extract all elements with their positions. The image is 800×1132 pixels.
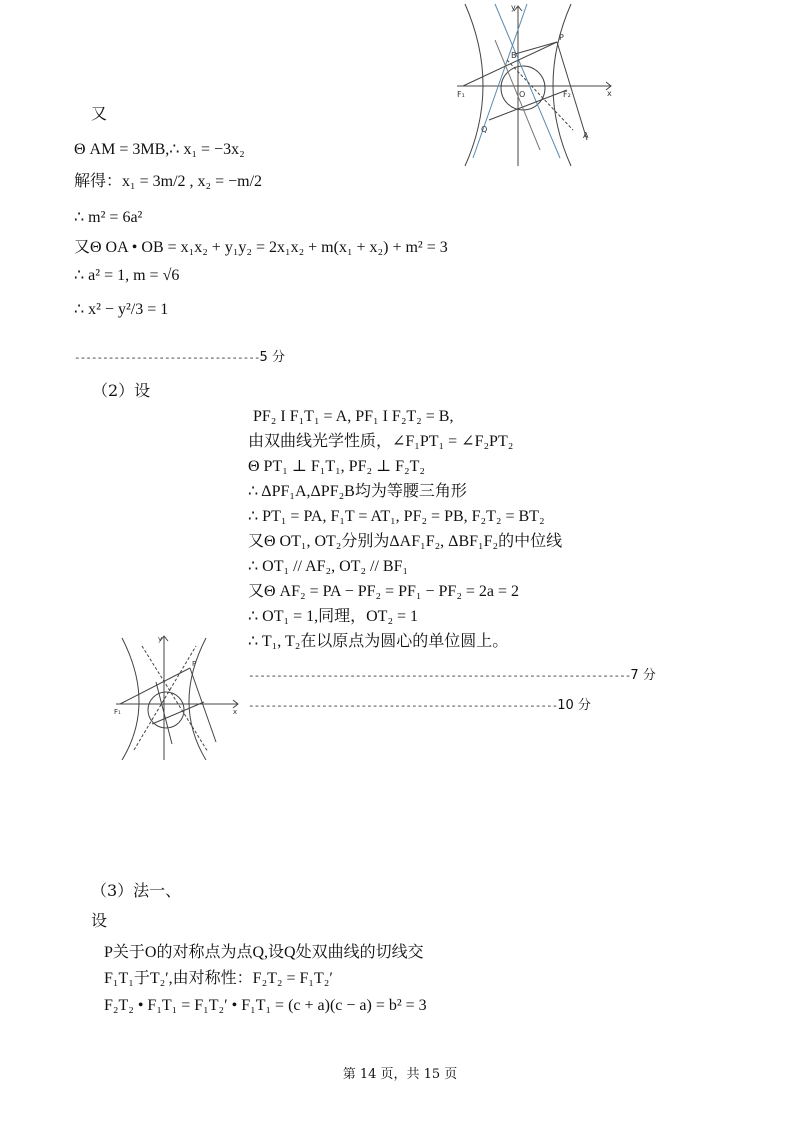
eq-am-3mb: Θ AM = 3MB,∴ x₁ = −3x₂ [74,141,245,158]
part2-line-7: ∴ OT₁ // AF₂, OT₂ // BF₁ [248,558,409,575]
score-7: 7 分 [630,668,656,683]
part2-heading: （2）设 [92,381,151,400]
eq-a2-m: ∴ a² = 1, m = √6 [74,267,180,284]
label-q: Q [481,125,488,134]
line-p-a [557,42,587,140]
score-10-line [248,694,591,716]
right-branch [553,4,571,166]
part2-line-9: ∴ OT₁ = 1,同理，OT₂ = 1 [248,608,419,625]
dash-rule: --------------------------------- [74,351,260,364]
label-y: y [158,635,163,643]
label-x: x [607,89,612,98]
label-f1: F₁ [114,708,121,716]
part2-line-3: Θ PT₁ ⊥ F₁T₁, PF₂ ⊥ F₂T₂ [248,458,425,475]
part2-line-1: PF₂ I F₁T₁ = A, PF₁ I F₂T₂ = B, [253,408,454,425]
dash-rule: -------------------------------------------------------------------- [248,669,631,682]
solve-x1-x2: x₁ = 3m/2 , x₂ = −m/2 [122,173,263,190]
score-10: 10 分 [557,698,591,713]
line-p-a [190,668,216,742]
label-a: A [583,131,589,140]
part2-line-6: 又Θ OT₁, OT₂分别为ΔAF₁F₂, ΔBF₁F₂的中位线 [248,533,563,550]
label-y: y [511,3,516,12]
left-branch [465,4,483,166]
eq-oa-ob: 又Θ OA • OB = x₁x₂ + y₁y₂ = 2x₁x₂ + m(x₁ + x₂) + m² = 3 [74,239,448,256]
part3-line-3: F₂T₂ • F₁T₁ = F₁T₂′ • F₁T₁ = (c + a)(c − a) = b² = 3 [104,997,427,1014]
asymptote-2 [495,4,560,158]
eq-solve [74,172,262,192]
score-5: 5 分 [259,350,285,365]
unit-circle [501,66,545,110]
page-footer: 第 14 页，共 15 页 [342,1067,458,1082]
eq-hyperbola: ∴ x² − y²/3 = 1 [74,301,169,318]
dash-rule: ------------------------------------------------------- [248,699,558,712]
hyperbola-figure-mid [112,632,242,762]
label-o: O [519,90,526,99]
solve-prefix: 解得： [74,173,123,190]
label-f1: F₁ [457,90,465,99]
you-label: 又 [91,104,108,123]
score-5-line [74,346,285,368]
part3-she: 设 [91,911,108,930]
part2-line-5: ∴ PT₁ = PA, F₁T = AT₁, PF₂ = PB, F₂T₂ = BT₂ [248,508,545,525]
score-7-line [248,664,656,686]
part3-line-2: F₁T₁于T₂′,由对称性：F₂T₂ = F₁T₂′ [104,970,333,987]
asymptote-1 [134,646,196,750]
right-branch [189,638,206,760]
label-b: B [511,51,517,60]
label-p: P [559,33,564,42]
asymptote-1 [473,4,527,158]
hyperbola-figure-top [455,0,615,168]
label-p: P [192,660,197,668]
label-f2: F₂ [563,90,571,99]
part2-line-10: ∴ T₁, T₂在以原点为圆心的单位圆上。 [248,633,509,650]
part2-line-4: ∴ ΔPF₁A,ΔPF₂B均为等腰三角形 [248,483,467,500]
part2-line-2: 由双曲线光学性质，∠F₁PT₁ = ∠F₂PT₂ [248,433,514,450]
part3-heading: （3）法一、 [91,881,182,900]
tangent-line [152,702,204,724]
part2-line-8: 又Θ AF₂ = PA − PF₂ = PF₁ − PF₂ = 2a = 2 [248,583,520,600]
part3-line-1: P关于O的对称点为点Q,设Q处双曲线的切线交 [104,944,424,961]
label-x: x [233,708,238,716]
eq-m2: ∴ m² = 6a² [74,209,143,226]
